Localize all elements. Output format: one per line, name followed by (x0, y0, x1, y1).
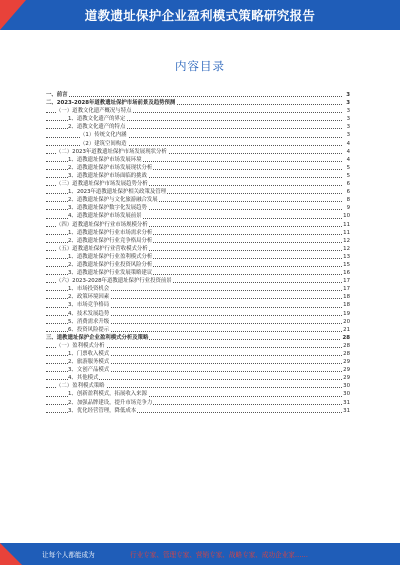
toc-entry[interactable] (46, 374, 350, 382)
toc-entry[interactable] (46, 382, 350, 390)
toc-entry-page: 10 (343, 213, 350, 220)
toc-entry-page: 20 (343, 318, 350, 325)
toc-entry-text: 1、创新盈利模式，拓展收入来源 (68, 391, 147, 398)
toc-entry-text: （2）建筑空间构造 (80, 140, 127, 147)
toc-entry-page: 12 (343, 245, 350, 252)
header-banner (0, 0, 400, 30)
toc-entry[interactable] (46, 334, 350, 342)
toc-entry-text: 2、旅游服务模式 (68, 359, 110, 366)
toc-entry[interactable] (46, 221, 350, 229)
toc-entry[interactable] (46, 180, 350, 188)
toc-entry-text: 3、优化经营管理，降低成本 (68, 407, 137, 414)
toc-entry-page: 29 (343, 375, 350, 382)
toc-entry-text: （五）道教遗址保护行业营收模式分析 (56, 245, 148, 252)
toc-entry[interactable] (46, 131, 350, 139)
toc-entry-page: 3 (346, 100, 350, 107)
toc-entry-page: 3 (346, 132, 350, 139)
toc-entry-text: 2、加强品牌建设，提升市场竞争力 (68, 399, 153, 406)
toc-entry[interactable] (46, 407, 350, 415)
toc-entry-page: 28 (342, 334, 350, 341)
toc-entry[interactable] (46, 99, 350, 107)
toc-entry[interactable] (46, 212, 350, 220)
toc-entry-page: 15 (343, 261, 350, 268)
toc-entry-text: 2、道教文化遗产的特点 (68, 124, 126, 131)
toc-entry[interactable] (46, 277, 350, 285)
toc-entry-page: 21 (343, 326, 350, 333)
toc-entry-page: 13 (343, 253, 350, 260)
toc-entry-page: 11 (343, 229, 350, 236)
toc-entry-text: （二）2023年道教遗址保护市场发展现状分析 (56, 148, 167, 155)
footer-slogan-right: 行业专家、管理专家、营销专家、战略专家、成功企业家…… (130, 551, 309, 559)
toc-entry-page: 3 (346, 108, 350, 115)
toc-entry[interactable] (46, 123, 350, 131)
toc-entry[interactable] (46, 188, 350, 196)
toc-entry-text: （六）2023-2028年道教遗址保护行业投资前景 (56, 278, 172, 285)
toc-entry-page: 11 (343, 221, 350, 228)
toc-entry[interactable] (46, 164, 350, 172)
report-title: 道教遗址保护企业盈利模式策略研究报告 (84, 8, 316, 23)
table-of-contents (46, 91, 350, 415)
toc-leader-dots (46, 96, 342, 97)
toc-entry[interactable] (46, 342, 350, 350)
toc-title: 内容目录 (175, 59, 225, 73)
footer-red-corner (0, 543, 22, 565)
toc-entry[interactable] (46, 310, 350, 318)
toc-entry-page: 31 (343, 399, 350, 406)
toc-entry-text: （1）传统文化内涵 (80, 132, 127, 139)
toc-entry-page: 4 (346, 148, 350, 155)
toc-entry-text: 1、道教遗址保护市场发展环境 (68, 156, 142, 163)
toc-entry[interactable] (46, 285, 350, 293)
toc-entry[interactable] (46, 107, 350, 115)
toc-entry[interactable] (46, 229, 350, 237)
toc-entry-page: 6 (346, 189, 350, 196)
toc-entry-text: 1、道教遗址保护行业盈利模式分析 (68, 253, 153, 260)
toc-entry-page: 3 (346, 116, 350, 123)
toc-entry-text: 3、市场竞争格局 (68, 302, 110, 309)
toc-entry-text: （一）盈利模式分析 (56, 342, 105, 349)
toc-entry-text: 3、道教遗址保护数字化发展趋势 (68, 205, 147, 212)
toc-entry-page: 19 (343, 310, 350, 317)
toc-entry-text: 3、道教遗址保护市场面临的挑战 (68, 172, 147, 179)
toc-entry-page: 17 (343, 278, 350, 285)
toc-entry[interactable] (46, 140, 350, 148)
toc-entry-text: 三、道教遗址保护企业盈利模式分析及策略 (46, 334, 149, 341)
toc-entry-text: 2、道教遗址保护市场发展现状分析 (68, 164, 153, 171)
toc-entry-page: 17 (343, 286, 350, 293)
toc-entry[interactable] (46, 237, 350, 245)
toc-entry-text: 1、道教文化遗产的界定 (68, 116, 126, 123)
toc-entry[interactable] (46, 115, 350, 123)
toc-entry-page: 8 (346, 197, 350, 204)
toc-entry[interactable] (46, 204, 350, 212)
toc-entry[interactable] (46, 196, 350, 204)
toc-entry-page: 6 (346, 181, 350, 188)
toc-entry-page: 28 (343, 342, 350, 349)
toc-entry[interactable] (46, 156, 350, 164)
toc-entry-text: 4、道教遗址保护市场发展前景 (68, 213, 142, 220)
toc-entry-page: 18 (343, 294, 350, 301)
toc-entry-text: 2、政策环境因素 (68, 294, 110, 301)
toc-entry[interactable] (46, 253, 350, 261)
toc-entry-text: 1、2023年道教遗址保护相关政策及管理 (68, 189, 167, 196)
toc-entry-page: 5 (346, 164, 350, 171)
toc-entry-text: （二）盈利模式策略 (56, 383, 105, 390)
toc-entry-text: （四）道教遗址保护行业市场规模分析 (56, 221, 148, 228)
toc-entry[interactable] (46, 326, 350, 334)
toc-entry-text: 3、文创产品模式 (68, 367, 110, 374)
toc-entry-text: （一）道教文化遗产概况与特点 (56, 108, 132, 115)
toc-entry-text: 一、前言 (46, 92, 68, 98)
toc-entry-page: 4 (346, 140, 350, 147)
toc-entry-page: 4 (346, 156, 350, 163)
toc-entry[interactable] (46, 245, 350, 253)
toc-entry[interactable] (46, 293, 350, 301)
toc-entry-text: 4、其他模式 (68, 375, 99, 382)
toc-entry-text: 4、技术发展趋势 (68, 310, 110, 317)
toc-entry-text: 5、消费需求升级 (68, 318, 110, 325)
toc-entry[interactable] (46, 172, 350, 180)
toc-entry[interactable] (46, 399, 350, 407)
footer-banner (0, 543, 400, 565)
toc-entry-page: 28 (343, 351, 350, 357)
toc-entry-text: 1、门票收入模式 (68, 351, 110, 357)
toc-entry-text: 2、道教遗址保护行业竞争格局分析 (68, 237, 153, 244)
toc-entry-page: 18 (343, 302, 350, 309)
toc-entry-page: 3 (346, 124, 350, 131)
toc-entry[interactable] (46, 91, 350, 99)
toc-entry[interactable] (46, 390, 350, 398)
toc-entry-text: 1、市场投资机会 (68, 286, 110, 293)
footer-slogan-left: 让每个人都能成为 (42, 551, 95, 559)
toc-entry-page: 30 (343, 391, 350, 398)
toc-entry-page: 12 (343, 237, 350, 244)
toc-entry-page: 29 (343, 359, 350, 366)
toc-entry-page: 9 (346, 205, 350, 212)
toc-entry[interactable] (46, 350, 350, 358)
toc-entry-page: 5 (346, 172, 350, 179)
toc-entry[interactable] (46, 269, 350, 277)
toc-entry-text: 2、道教遗址保护行业投资风险分析 (68, 261, 153, 268)
toc-entry[interactable] (46, 301, 350, 309)
toc-entry[interactable] (46, 148, 350, 156)
toc-entry-page: 16 (343, 270, 350, 277)
toc-entry-page: 29 (343, 367, 350, 374)
toc-entry-page: 30 (343, 383, 350, 390)
toc-entry-text: 3、道教遗址保护行业发展策略建议 (68, 270, 153, 277)
toc-entry-text: 2、道教遗址保护与文化旅游融合发展 (68, 197, 158, 204)
toc-entry-text: 1、道教遗址保护行业市场需求分析 (68, 229, 153, 236)
toc-entry-text: 二、2023-2028年道教遗址保护市场前景及趋势预测 (46, 100, 176, 107)
toc-entry-text: 6、投资风险提示 (68, 326, 110, 333)
toc-entry-text: （三）道教遗址保护市场发展趋势分析 (56, 181, 148, 188)
toc-entry[interactable] (46, 358, 350, 366)
toc-entry[interactable] (46, 366, 350, 374)
toc-entry-page: 31 (343, 407, 350, 414)
toc-entry-page: 3 (346, 92, 350, 98)
toc-entry[interactable] (46, 261, 350, 269)
toc-entry[interactable] (46, 318, 350, 326)
